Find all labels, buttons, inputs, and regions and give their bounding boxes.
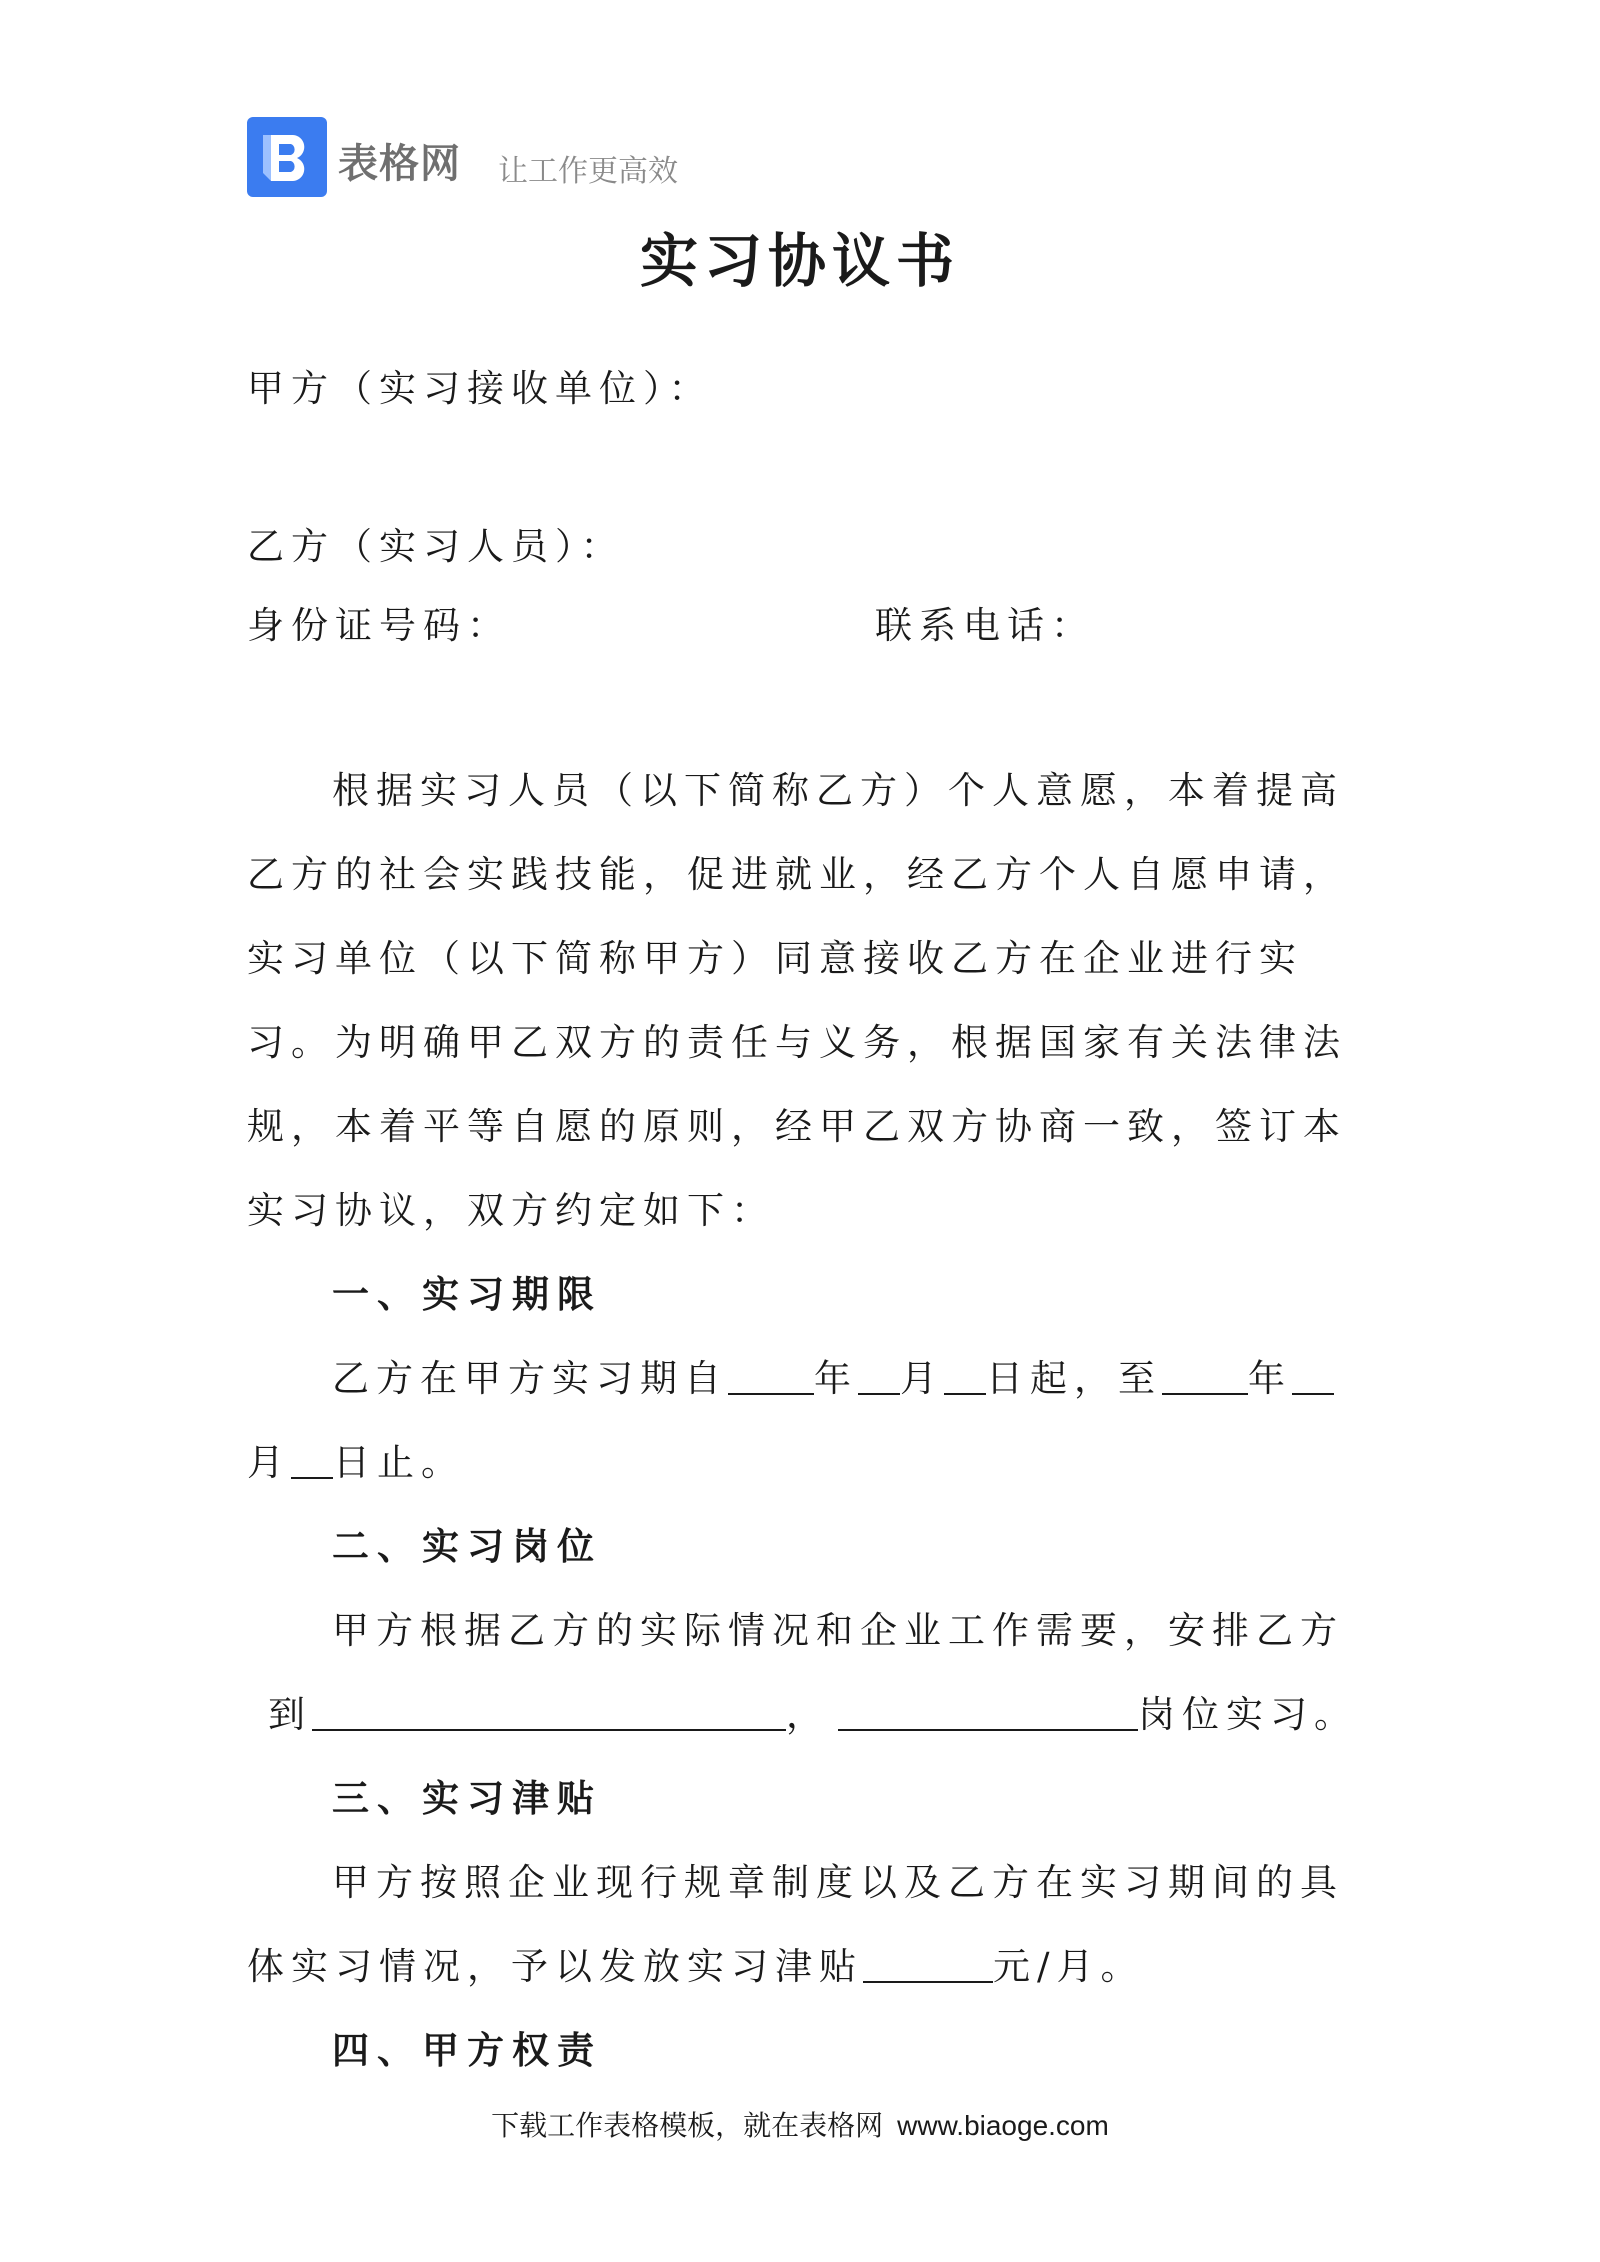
position-text: 到	[268, 1693, 312, 1736]
footer-text: 下载工作表格模板，就在表格网	[491, 2109, 884, 2142]
intro-line: 实习协议，双方约定如下：	[247, 1189, 775, 1232]
section-heading-party-a-duties: 四、甲方权责	[332, 2029, 602, 2072]
end-day-blank[interactable]	[291, 1441, 333, 1479]
term-text: 年	[1248, 1357, 1292, 1400]
allowance-text: 元/月。	[993, 1945, 1145, 1988]
start-year-blank[interactable]	[728, 1357, 814, 1395]
term-text: 日止。	[333, 1441, 465, 1484]
term-sentence-cont	[247, 1432, 465, 1486]
biaoge-logo-icon	[247, 117, 327, 197]
end-year-blank[interactable]	[1162, 1357, 1248, 1395]
party-b-label: 乙方（实习人员）：	[247, 525, 625, 568]
intro-line: 规，本着平等自愿的原则，经甲乙双方协商一致，签订本	[247, 1105, 1347, 1148]
intro-line: 乙方的社会实践技能，促进就业，经乙方个人自愿申请，	[247, 853, 1347, 896]
party-a-label: 甲方（实习接收单位）：	[247, 367, 713, 410]
allowance-line: 甲方按照企业现行规章制度以及乙方在实习期间的具	[332, 1861, 1344, 1904]
position-text: ，	[786, 1693, 830, 1736]
department-blank[interactable]	[312, 1693, 786, 1731]
allowance-sentence	[247, 1936, 1144, 1990]
intro-line: 根据实习人员（以下简称乙方）个人意愿，本着提高	[332, 769, 1344, 812]
brand-slogan: 让工作更高效	[498, 154, 678, 189]
brand-name: 表格网	[338, 141, 461, 187]
term-text: 月	[247, 1441, 291, 1484]
section-heading-term: 一、实习期限	[332, 1273, 602, 1316]
term-text: 年	[814, 1357, 858, 1400]
term-text: 月	[900, 1357, 944, 1400]
position-text: 岗位实习。	[1138, 1693, 1358, 1736]
phone-label: 联系电话：	[875, 604, 1095, 647]
term-text: 乙方在甲方实习期自	[332, 1357, 728, 1400]
term-sentence	[332, 1348, 1334, 1402]
document-title: 实习协议书	[639, 227, 960, 295]
position-line: 甲方根据乙方的实际情况和企业工作需要，安排乙方	[332, 1609, 1344, 1652]
intro-line: 习。为明确甲乙双方的责任与义务，根据国家有关法律法	[247, 1021, 1347, 1064]
start-day-blank[interactable]	[944, 1357, 986, 1395]
section-heading-allowance: 三、实习津贴	[332, 1777, 602, 1820]
position-sentence	[268, 1684, 1358, 1738]
start-month-blank[interactable]	[858, 1357, 900, 1395]
intro-line: 实习单位（以下简称甲方）同意接收乙方在企业进行实	[247, 937, 1303, 980]
id-number-label: 身份证号码：	[247, 604, 511, 647]
allowance-text: 体实习情况，予以发放实习津贴	[247, 1945, 863, 1988]
allowance-amount-blank[interactable]	[863, 1945, 993, 1983]
section-heading-position: 二、实习岗位	[332, 1525, 602, 1568]
position-blank[interactable]	[838, 1693, 1138, 1731]
term-text: 日起，至	[986, 1357, 1162, 1400]
page-footer	[0, 2104, 1600, 2144]
end-month-blank[interactable]	[1292, 1357, 1334, 1395]
footer-url[interactable]: www.biaoge.com	[897, 2110, 1109, 2141]
